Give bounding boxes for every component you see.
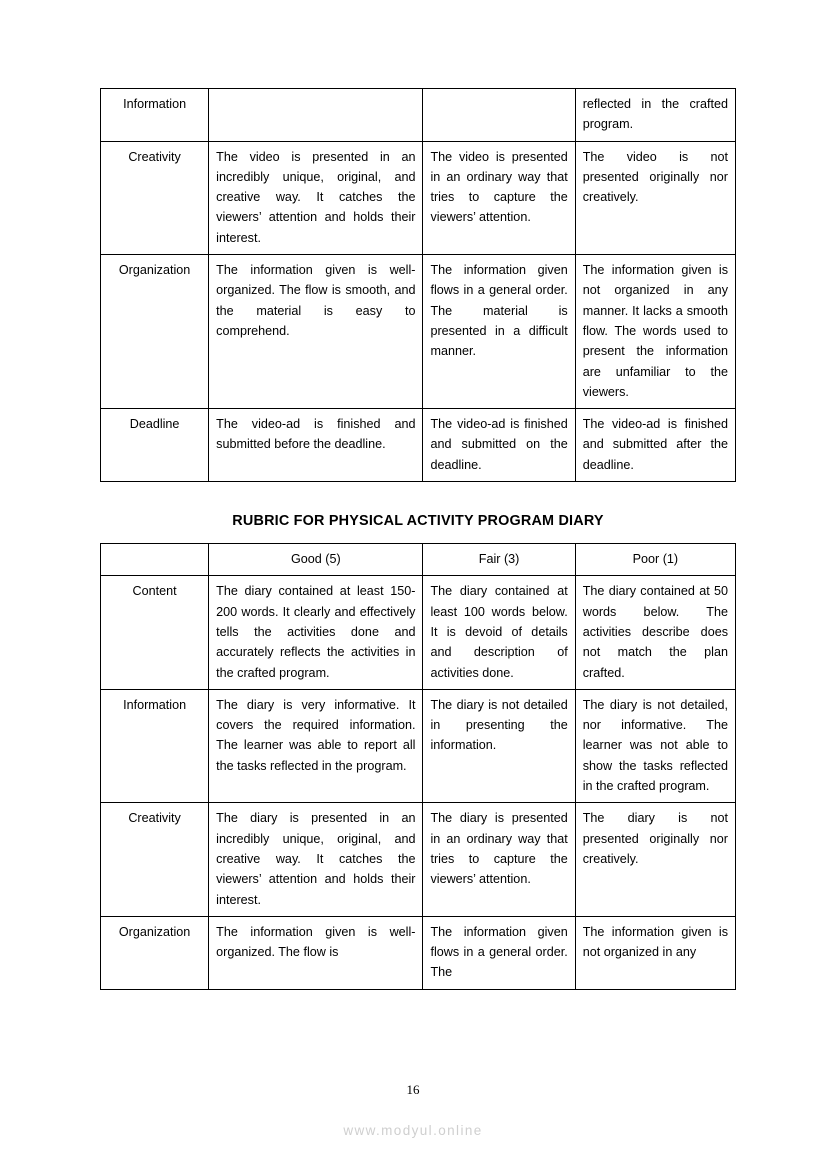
cell-good — [209, 89, 423, 142]
criterion-label: Deadline — [101, 409, 209, 482]
cell-poor: reflected in the crafted program. — [575, 89, 735, 142]
cell-fair: The information given flows in a general order. The material is presented in a difficult manner. — [423, 255, 575, 409]
cell-good: The diary contained at least 150-200 words. It clearly and effectively tells the activities done and accurately reflects the activities in the crafted program. — [209, 576, 423, 689]
table-row — [101, 89, 736, 142]
cell-poor: The diary contained at 50 words below. The activities describe does not match the plan crafted. — [575, 576, 735, 689]
criterion-label: Information — [101, 689, 209, 802]
rubric-table-diary — [100, 543, 736, 990]
cell-poor: The diary is not presented originally nor creatively. — [575, 803, 735, 916]
criterion-label: Creativity — [101, 803, 209, 916]
cell-fair: The diary is not detailed in presenting the information. — [423, 689, 575, 802]
table-header-row — [101, 544, 736, 576]
cell-good: The diary is presented in an incredibly unique, original, and creative way. It catches the viewers’ attention and holds their interest. — [209, 803, 423, 916]
cell-fair: The diary contained at least 100 words below. It is devoid of details and description of activities done. — [423, 576, 575, 689]
cell-good: The video is presented in an incredibly unique, original, and creative way. It catches the viewers’ attention and holds their interest. — [209, 141, 423, 254]
column-header-poor: Poor (1) — [575, 544, 735, 576]
table-row — [101, 689, 736, 802]
table-row — [101, 576, 736, 689]
cell-fair: The diary is presented in an ordinary way that tries to capture the viewers’ attention. — [423, 803, 575, 916]
cell-good: The diary is very informative. It covers the required information. The learner was able to report all the tasks reflected in the program. — [209, 689, 423, 802]
cell-poor: The diary is not detailed, nor informative. The learner was not able to show the tasks reflected in the crafted program. — [575, 689, 735, 802]
cell-poor: The information given is not organized in any manner. It lacks a smooth flow. The words used to present the information are unfamiliar to the viewers. — [575, 255, 735, 409]
cell-fair: The video is presented in an ordinary way that tries to capture the viewers’ attention. — [423, 141, 575, 254]
criterion-label: Information — [101, 89, 209, 142]
column-header-good: Good (5) — [209, 544, 423, 576]
cell-fair: The video-ad is finished and submitted on the deadline. — [423, 409, 575, 482]
column-header-criterion — [101, 544, 209, 576]
cell-good: The information given is well-organized. The flow is smooth, and the material is easy to comprehend. — [209, 255, 423, 409]
cell-good: The information given is well-organized. The flow is — [209, 916, 423, 989]
table-row — [101, 916, 736, 989]
section-title: RUBRIC FOR PHYSICAL ACTIVITY PROGRAM DIARY — [232, 513, 604, 530]
cell-poor: The video-ad is finished and submitted after the deadline. — [575, 409, 735, 482]
criterion-label: Organization — [101, 255, 209, 409]
watermark: www.modyul.online — [343, 1123, 483, 1138]
column-header-fair: Fair (3) — [423, 544, 575, 576]
page-number: 16 — [406, 1082, 420, 1097]
criterion-label: Creativity — [101, 141, 209, 254]
cell-fair — [423, 89, 575, 142]
cell-poor: The video is not presented originally nor creatively. — [575, 141, 735, 254]
rubric-table-video-ad — [100, 88, 736, 482]
criterion-label: Organization — [101, 916, 209, 989]
cell-poor: The information given is not organized in any — [575, 916, 735, 989]
cell-fair: The information given flows in a general order. The — [423, 916, 575, 989]
cell-good: The video-ad is finished and submitted before the deadline. — [209, 409, 423, 482]
table-row — [101, 409, 736, 482]
table-row — [101, 141, 736, 254]
table-row — [101, 255, 736, 409]
criterion-label: Content — [101, 576, 209, 689]
table-row — [101, 803, 736, 916]
